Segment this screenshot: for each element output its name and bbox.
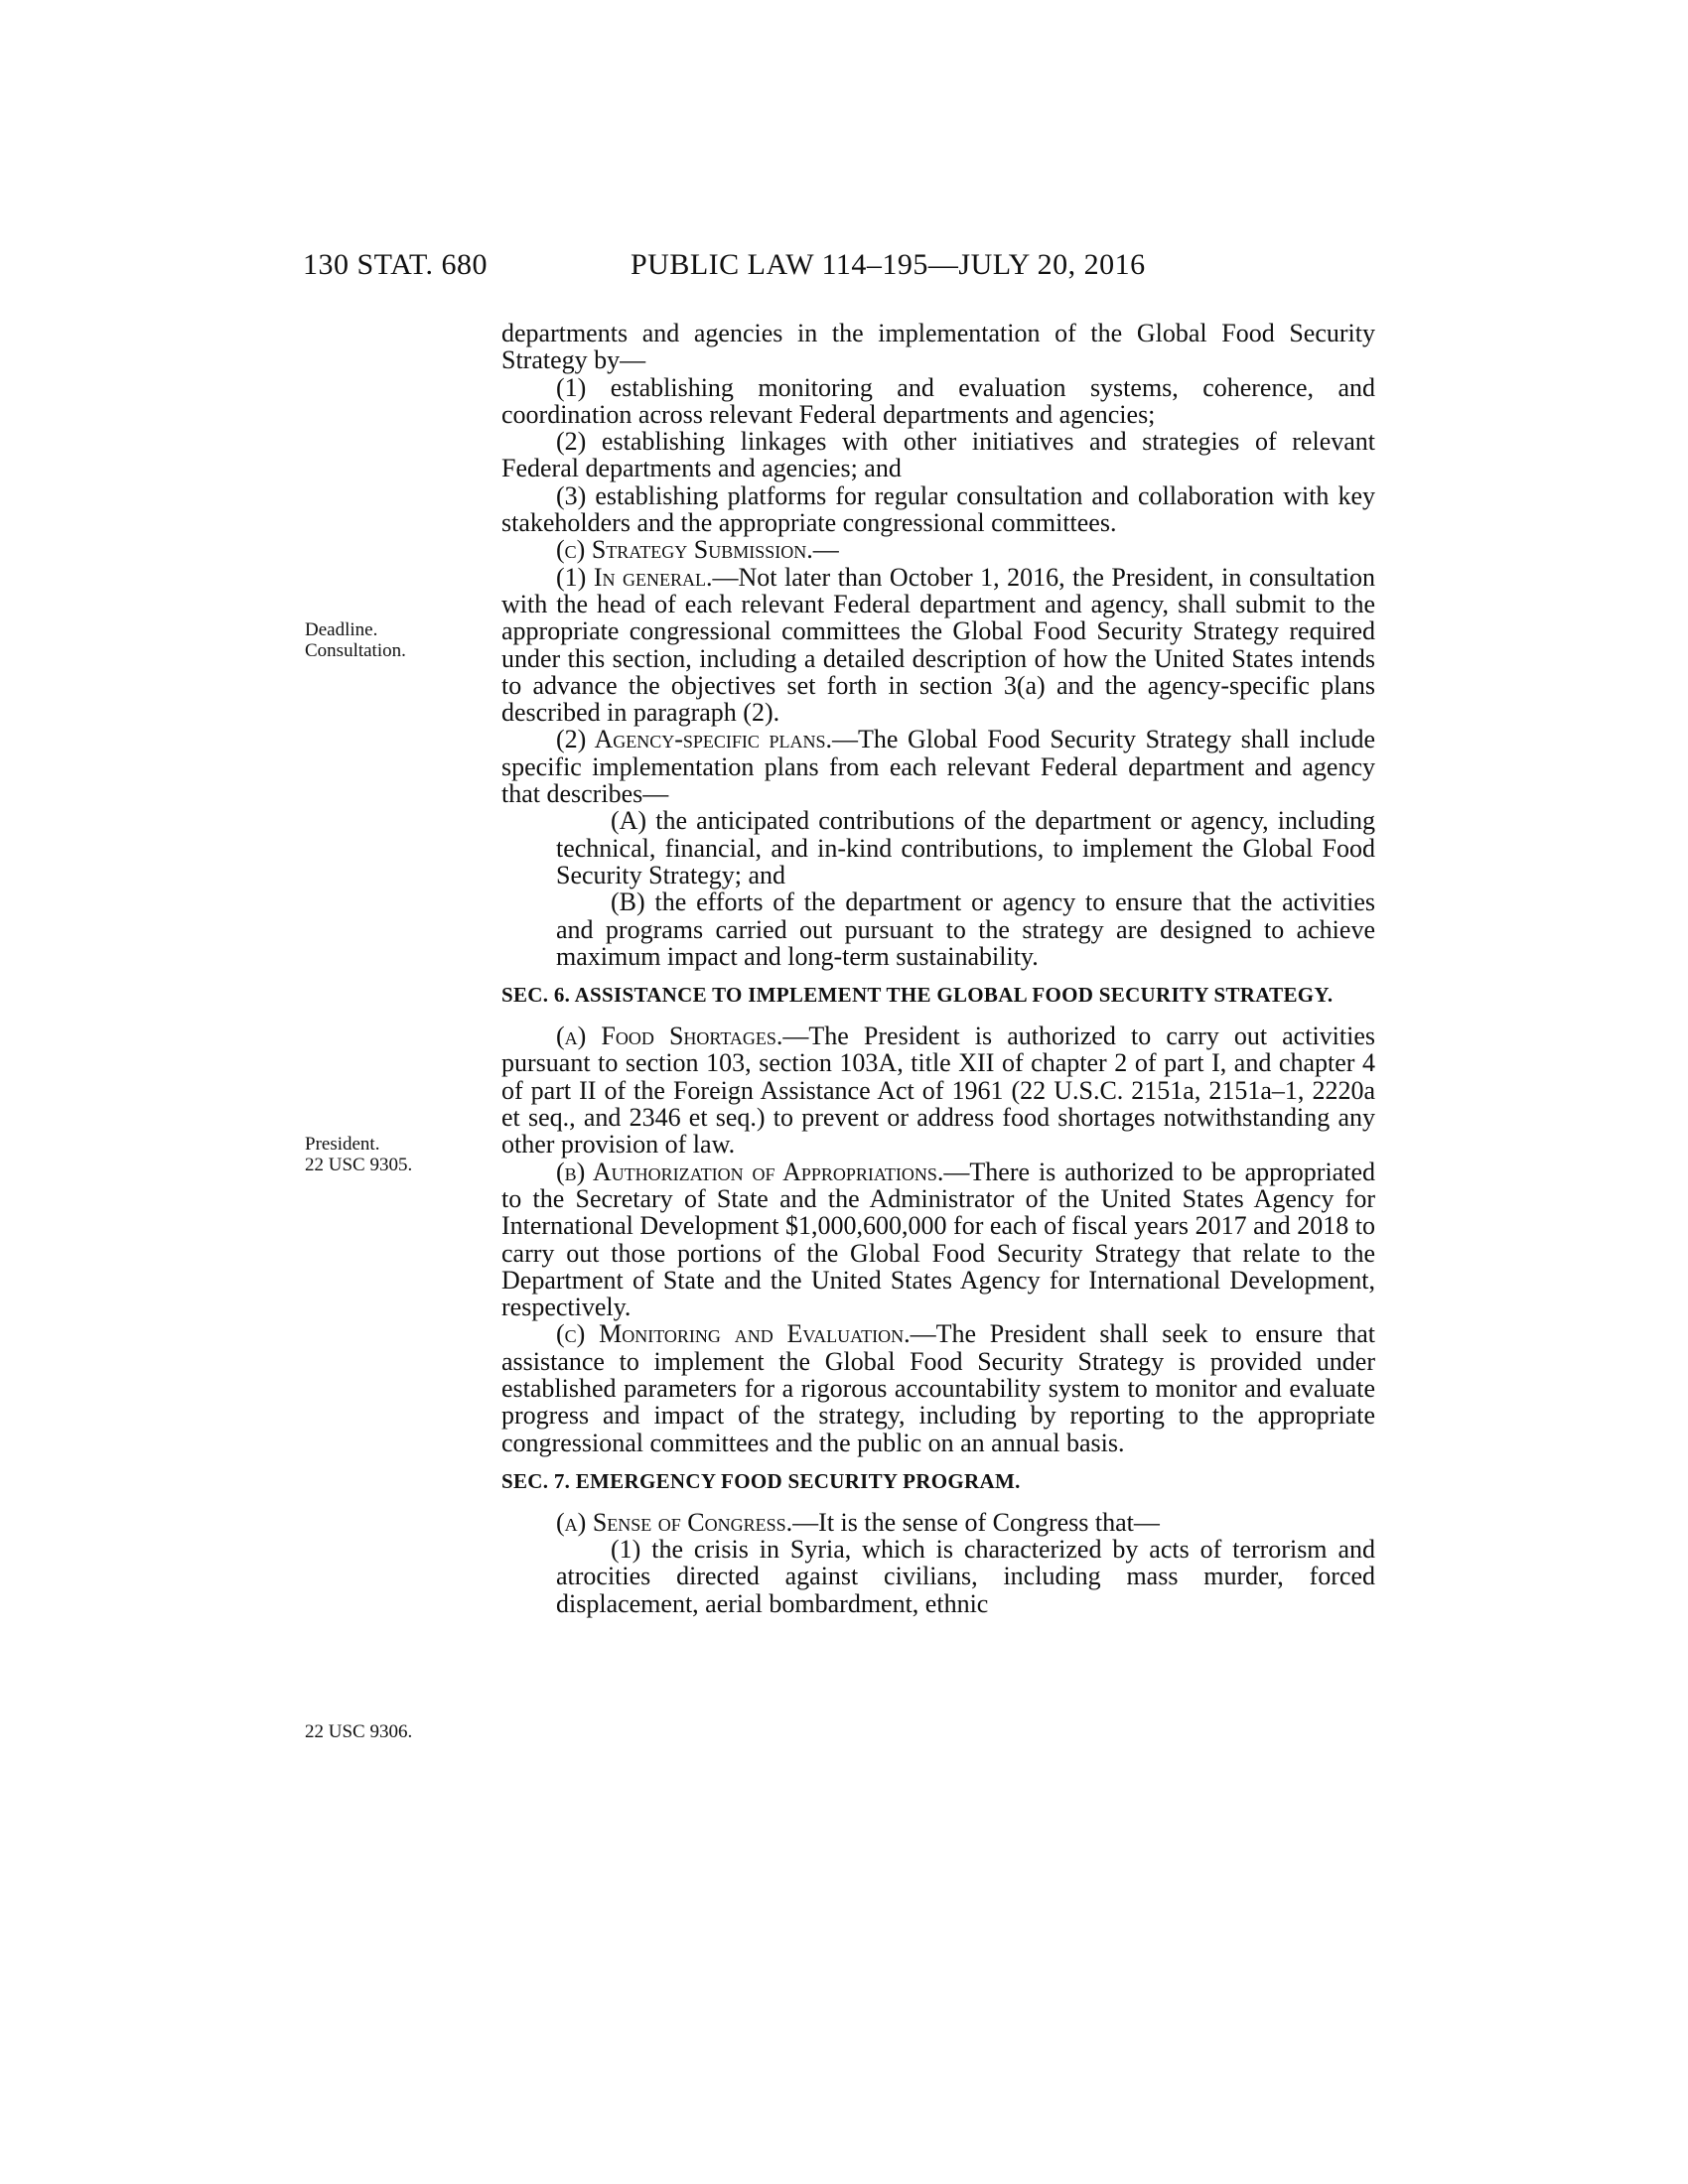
paragraph: departments and agencies in the implementation of the Global Food Security Strategy by— xyxy=(501,319,1375,375)
margin-note-line: Deadline. xyxy=(305,619,378,640)
subsection-c-heading: (c) Strategy Submission.— xyxy=(556,535,839,565)
paragraph-c2-body: —The Global Food Security Strategy shall include specific implementation plans from each relevant Federal department and agency that describes— xyxy=(501,725,1375,809)
paragraph-c1-heading: (1) In general. xyxy=(556,562,713,592)
section-6-b-heading: (b) Authorization of Appropriations. xyxy=(556,1157,944,1186)
margin-note-line: 22 USC 9305. xyxy=(305,1155,413,1175)
paragraph-c1-body: —Not later than October 1, 2016, the President, in consultation with the head of each relevant Federal department and agency, shall submit to the appropriate congressional committees the Global Food Security Strategy required under this section, including a detailed description of how the United States intends to advance the objectives set forth in section 3(a) and the agency-specific plans described in paragraph (2). xyxy=(501,562,1375,728)
section-7-a-body: —It is the sense of Congress that— xyxy=(792,1507,1160,1537)
margin-note-line: President. xyxy=(305,1134,380,1155)
margin-note-usc-9306 xyxy=(305,1721,484,1742)
section-6-c xyxy=(501,1320,1375,1455)
paragraph-c1 xyxy=(501,564,1375,727)
section-6-b-body: —There is authorized to be appropriated to the Secretary of State and the Administrator of the United States Agency for International Development $1,000,600,000 for each of fiscal years 2017 and 2018 to carry out those portions of the Global Food Security Strategy that relate to the Department of State and the United States Agency for International Development, respectively. xyxy=(501,1157,1375,1322)
paragraph-item-3: (3) establishing platforms for regular consultation and collaboration with key stakeholders and the appropriate congressional committees. xyxy=(501,480,1375,538)
paragraph-item-2: (2) establishing linkages with other initiatives and strategies of relevant Federal departments and agencies; and xyxy=(501,427,1375,483)
section-6-a-body: —The President is authorized to carry out activities pursuant to section 103, section 103A, title XII of chapter 2 of part I, and chapter 4 of part II of the Foreign Assistance Act of 1961 (22 U.S.C. 2151a, 2151a–1, 2220a et seq., and 2346 et seq.) to prevent or address food shortages notwithstanding any other provision of law. xyxy=(501,1022,1376,1160)
paragraph-c2 xyxy=(501,726,1375,807)
margin-note-deadline xyxy=(305,619,484,661)
section-6-heading: SEC. 6. ASSISTANCE TO IMPLEMENT THE GLOBAL FOOD SECURITY STRATEGY. xyxy=(501,983,1334,1008)
section-7-heading: SEC. 7. EMERGENCY FOOD SECURITY PROGRAM. xyxy=(501,1468,1021,1493)
paragraph-c2-heading: (2) Agency-specific plans. xyxy=(556,725,832,754)
public-law-title: PUBLIC LAW 114–195—JULY 20, 2016 xyxy=(631,248,1146,281)
subparagraph-A: (A) the anticipated contributions of the department or agency, including technical, financial, and in-kind contributions, to implement the Global Food Security Strategy; and xyxy=(556,806,1375,889)
margin-note-president xyxy=(305,1134,484,1175)
page-header xyxy=(303,248,1375,288)
margin-note-line: 22 USC 9306. xyxy=(305,1721,413,1742)
section-7-a-1: (1) the crisis in Syria, which is characterized by acts of terrorism and atrocities directed against civilians, including mass murder, forced displacement, aerial bombardment, ethnic xyxy=(556,1535,1375,1618)
section-7-a-heading: (a) Sense of Congress. xyxy=(556,1507,793,1537)
section-7-a xyxy=(501,1509,1375,1536)
section-6-b xyxy=(501,1159,1375,1321)
section-6-c-heading: (c) Monitoring and Evaluation. xyxy=(556,1319,911,1349)
subparagraph-B: (B) the efforts of the department or agency to ensure that the activities and programs carried out pursuant to the strategy are designed to achieve maximum impact and long-term sustainability. xyxy=(556,887,1375,971)
document-body xyxy=(501,320,1375,1617)
section-6-a xyxy=(501,1023,1375,1158)
section-6-a-heading: (a) Food Shortages. xyxy=(556,1022,783,1051)
section-6-c-body: —The President shall seek to ensure that assistance to implement the Global Food Security Strategy is provided under established parameters for a rigorous accountability system to monitor and evaluate progress and impact of the strategy, including by reporting to the appropriate congressional committees and the public on an annual basis. xyxy=(501,1319,1375,1457)
margin-note-line: Consultation. xyxy=(305,640,406,661)
statute-page-number: 130 STAT. 680 xyxy=(303,248,489,281)
paragraph-item-1: (1) establishing monitoring and evaluation systems, coherence, and coordination across relevant Federal departments and agencies; xyxy=(501,372,1375,429)
